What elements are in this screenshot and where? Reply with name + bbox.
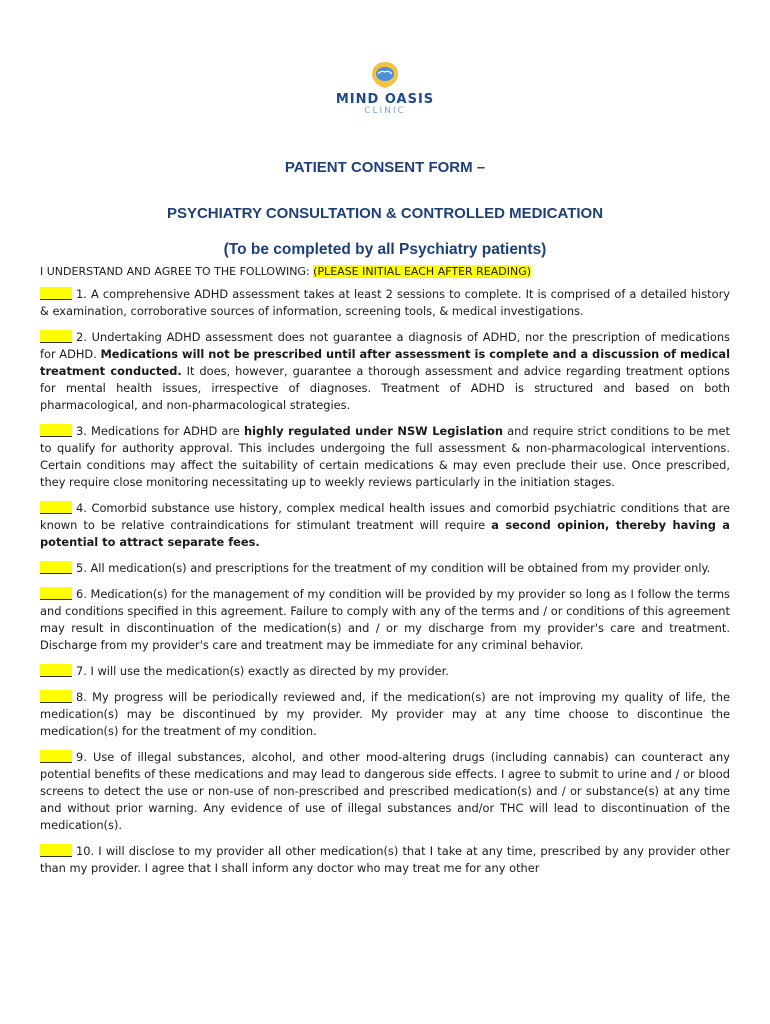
initial-field-7[interactable] xyxy=(40,664,72,677)
form-body xyxy=(40,263,730,886)
mind-oasis-logo-icon xyxy=(368,60,402,90)
item-2-text-c: It does, however, guarantee a thorough assessment and advice regarding treatment options for mental health issues, irrespective of diagnoses. Treatment of ADHD is structured and based on both pharmacological, and non-pharmacological strategies. xyxy=(40,364,730,412)
item-7-text: 7. I will use the medication(s) exactly as directed by my provider. xyxy=(76,664,449,678)
logo-subtitle: CLINIC xyxy=(364,106,406,116)
item-8-text: 8. My progress will be periodically reviewed and, if the medication(s) are not improving my quality of life, the medication(s) may be discontinued by my provider. My provider may at any time choose to discontinue the medication(s) for the treatment of my condition. xyxy=(40,690,730,738)
logo-name: MIND OASIS xyxy=(335,92,435,107)
initial-instruction: (PLEASE INITIAL EACH AFTER READING) xyxy=(313,265,532,278)
consent-item-6 xyxy=(40,586,730,654)
consent-item-7 xyxy=(40,663,730,680)
form-header xyxy=(0,157,770,261)
item-3-text-bold: highly regulated under NSW Legislation xyxy=(244,424,503,438)
item-5-text: 5. All medication(s) and prescriptions for the treatment of my condition will be obtained from my provider only. xyxy=(76,561,711,575)
item-3-text-c: and require strict conditions to be met to qualify for authority approval. This includes undergoing the full assessment & non-pharmacological interventions. Certain conditions may affect the suitability of certain medications & may even preclude their use. Once prescribed, they require close monitoring necessitating up to weekly reviews particularly in the initiation stages. xyxy=(40,424,731,489)
item-6-text: 6. Medication(s) for the management of my condition will be provided by my provider so long as I follow the terms and conditions specified in this agreement. Failure to comply with any of the terms and / or conditions of this agreement may result in discontinuation of the medication(s) and / or my discharge from my provider's care and treatment. Discharge from my provider's care and treatment may be immediate for any criminal behavior. xyxy=(40,587,730,652)
item-10-text: 10. I will disclose to my provider all other medication(s) that I take at any time, prescribed by any provider other than my provider. I agree that I shall inform any doctor who may treat me for any other xyxy=(40,844,730,875)
consent-item-4 xyxy=(40,500,730,551)
consent-item-10 xyxy=(40,843,730,877)
initial-field-10[interactable] xyxy=(40,844,72,857)
item-4-text-bold: a second opinion, thereby having a potential to attract separate fees. xyxy=(40,518,730,549)
form-subtitle: PSYCHIATRY CONSULTATION & CONTROLLED MEDICATION xyxy=(166,205,604,222)
item-4-text-a: 4. Comorbid substance use history, complex medical health issues and comorbid psychiatric conditions that are known to be relative contraindications for stimulant treatment will require xyxy=(40,501,730,532)
initial-field-8[interactable] xyxy=(40,690,72,703)
initial-field-6[interactable] xyxy=(40,587,72,600)
item-2-text-a: 2. Undertaking ADHD assessment does not guarantee a diagnosis of ADHD, nor the prescription of medications for ADHD. xyxy=(40,330,730,361)
consent-item-1 xyxy=(40,286,730,320)
item-1-text: 1. A comprehensive ADHD assessment takes at least 2 sessions to complete. It is comprised of a detailed history & examination, corroborative sources of information, screening tools, & medical investigations. xyxy=(40,287,730,318)
initial-field-3[interactable] xyxy=(40,424,72,437)
item-9-text: 9. Use of illegal substances, alcohol, and other mood-altering drugs (including cannabis) can counteract any potential benefits of these medications and may lead to dangerous side effects. I agree to submit to urine and / or blood screens to detect the use or non-use of non-prescribed and prescribed medication(s) and / or substance(s) at any time and without prior warning. Any evidence of use of illegal substances and/or THC will lead to discontinuation of the medication(s). xyxy=(40,750,730,832)
consent-item-3 xyxy=(40,423,730,491)
initial-field-2[interactable] xyxy=(40,330,72,343)
consent-item-9 xyxy=(40,749,730,834)
initial-field-5[interactable] xyxy=(40,561,72,574)
form-title: PATIENT CONSENT FORM – xyxy=(284,159,486,176)
initial-field-9[interactable] xyxy=(40,750,72,763)
consent-item-8 xyxy=(40,689,730,740)
item-2-text-bold: Medications will not be prescribed until after assessment is complete and a discussion of medical treatment conducted. xyxy=(40,347,730,378)
form-audience-note: (To be completed by all Psychiatry patients) xyxy=(223,241,547,258)
intro-line xyxy=(40,263,730,280)
intro-text: I UNDERSTAND AND AGREE TO THE FOLLOWING: xyxy=(40,265,314,278)
item-3-text-a: 3. Medications for ADHD are xyxy=(76,424,244,438)
consent-item-2 xyxy=(40,329,730,414)
consent-item-5 xyxy=(40,560,730,577)
initial-field-1[interactable] xyxy=(40,287,72,300)
initial-field-4[interactable] xyxy=(40,501,72,514)
clinic-logo xyxy=(0,60,770,116)
